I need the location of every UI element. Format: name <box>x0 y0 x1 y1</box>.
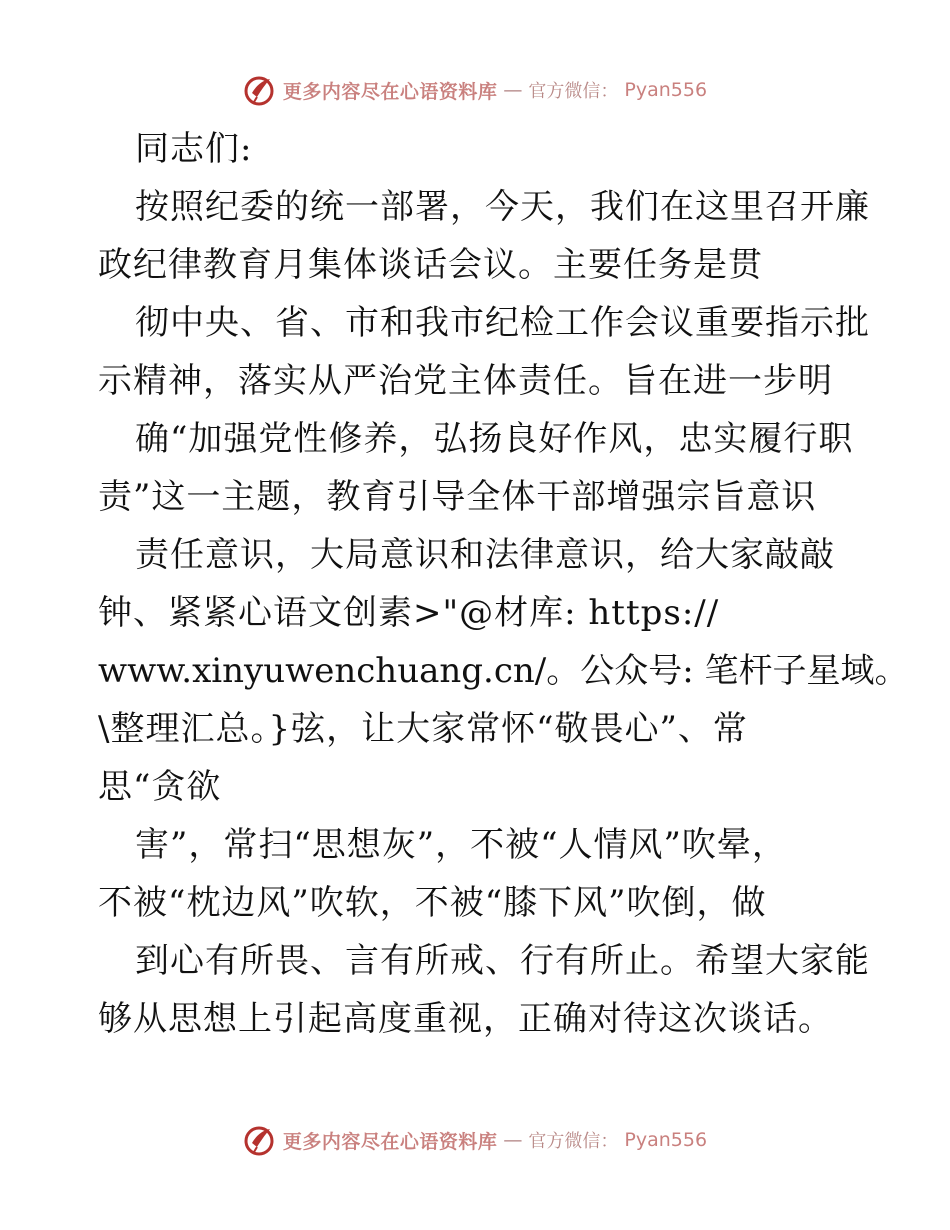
text-line: 思“贪欲 <box>98 767 222 807</box>
logo-icon <box>243 73 277 107</box>
banner-wechat-label: 官方微信： <box>528 81 619 102</box>
text-line: 确“加强党性修养，弘扬良好作风，忠实履行职 <box>135 419 854 459</box>
footer-banner <box>0 1120 950 1160</box>
logo-icon <box>243 1123 277 1157</box>
text-line: 到心有所畏、言有所戒、行有所止。希望大家能 <box>135 941 870 981</box>
banner-wechat-id: Pyan556 <box>624 1129 708 1151</box>
text-line: 示精神，落实从严治党主体责任。旨在进一步明 <box>98 361 833 401</box>
text-line: www.xinyuwenchuang.cn/。公众号: 笔杆子星域。 <box>98 651 909 691</box>
text-line: 责任意识，大局意识和法律意识，给大家敲敲 <box>135 535 835 575</box>
banner-site-text: 更多内容尽在心语资料库 <box>282 1130 498 1153</box>
banner-site-text: 更多内容尽在心语资料库 <box>282 80 498 103</box>
banner-separator: — <box>503 1129 523 1151</box>
banner-wechat-id: Pyan556 <box>624 79 708 101</box>
text-line: 彻中央、省、市和我市纪检工作会议重要指示批 <box>135 303 870 343</box>
text-line: 不被“枕边风”吹软，不被“膝下风”吹倒，做 <box>98 883 767 923</box>
text-line: 责”这一主题，教育引导全体干部增强宗旨意识 <box>98 477 817 517</box>
text-line: \整理汇总。}弦，让大家常怀“敬畏心”、常 <box>98 709 748 749</box>
text-line: 政纪律教育月集体谈话会议。主要任务是贯 <box>98 245 763 285</box>
text-line: 害”，常扫“思想灰”，不被“人情风”吹晕， <box>135 825 787 865</box>
text-line: 够从思想上引起高度重视，正确对待这次谈话。 <box>98 999 833 1039</box>
text-line: 同志们: <box>135 129 253 169</box>
banner-wechat-label: 官方微信： <box>528 1131 619 1152</box>
banner-separator: — <box>503 79 523 101</box>
text-line: 按照纪委的统一部署，今天，我们在这里召开廉 <box>135 187 870 227</box>
header-banner <box>0 70 950 110</box>
text-line: 钟、紧紧心语文创素>"@材库: https:// <box>98 593 720 633</box>
